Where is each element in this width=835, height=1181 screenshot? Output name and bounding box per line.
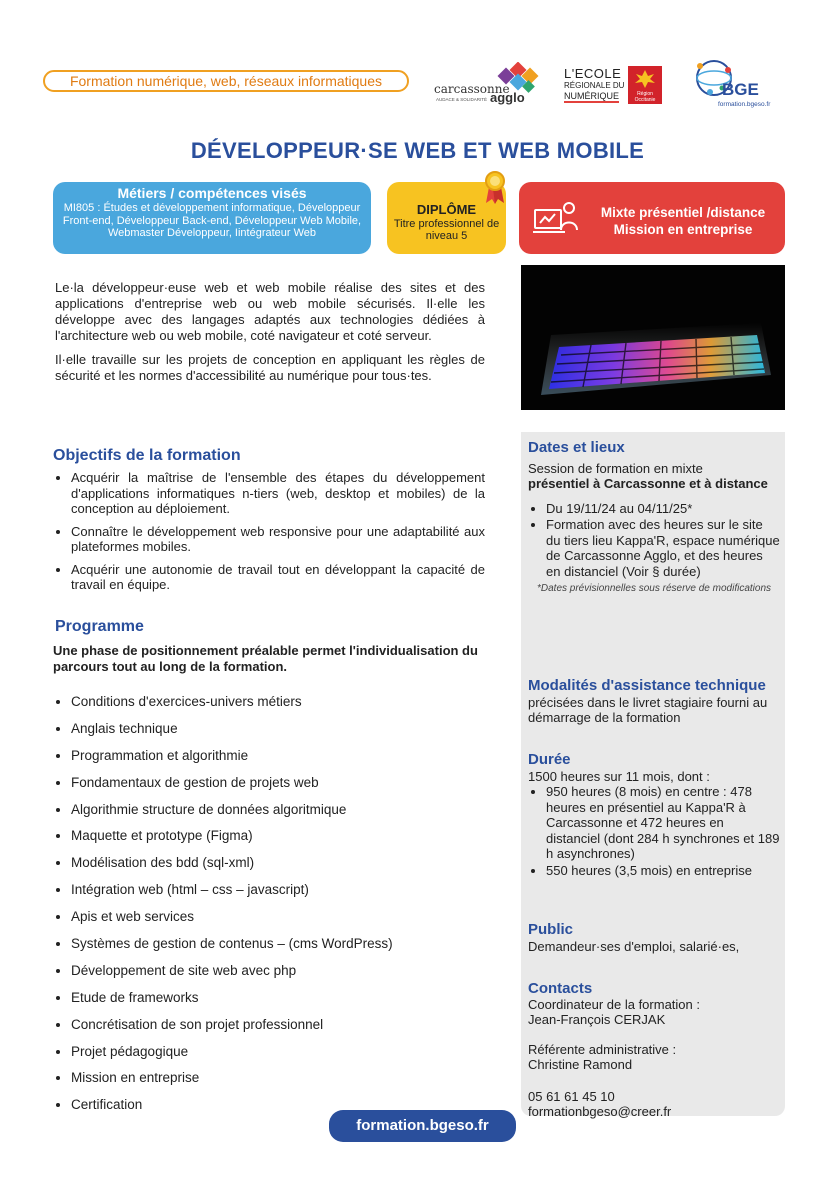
- list-item: • Concrétisation de son projet professionnel: [71, 1016, 483, 1043]
- diplome-heading: DIPLÔME: [416, 202, 477, 217]
- mode-line2: Mission en entreprise: [613, 222, 753, 237]
- list-item: • Systèmes de gestion de contenus – (cms WordPress): [71, 935, 483, 962]
- programme-intro: Une phase de positionnement préalable permet l'individualisation du parcours tout au long de la formation.: [53, 643, 478, 674]
- duree-text: 1500 heures sur 11 mois, dont :: [528, 768, 710, 784]
- dates-heading: Dates et lieux: [528, 439, 625, 456]
- diplome-text: Titre professionnel de niveau 5: [393, 218, 500, 242]
- programme-list: [53, 693, 483, 1123]
- admin-name: Christine Ramond: [528, 1057, 633, 1072]
- mode-box: [519, 182, 785, 254]
- coordinator-name: Jean-François CERJAK: [528, 1012, 666, 1027]
- carcassonne-name: carcassonne: [434, 82, 510, 96]
- metiers-text: MI805 : Études et développement informatique, Développeur Front-end, Développeur Back-end, Développeur Web Mobile, Webmaster Développeur, Iintégrateur Web: [62, 202, 362, 239]
- dates-block: [528, 440, 780, 595]
- footer-url-link[interactable]: formation.bgeso.fr: [329, 1110, 516, 1142]
- category-tag: Formation numérique, web, réseaux informatiques: [43, 70, 409, 92]
- programme-heading: Programme: [55, 618, 144, 635]
- contacts-heading: Contacts: [528, 980, 593, 997]
- list-item: • Apis et web services: [71, 908, 483, 935]
- bge-url: formation.bgeso.fr: [718, 101, 771, 108]
- dates-text-plain: Session de formation en mixte: [528, 460, 703, 476]
- email-address[interactable]: formationbgeso@creer.fr: [528, 1104, 672, 1119]
- list-item: • Maquette et prototype (Figma): [71, 827, 483, 854]
- list-item: • Formation avec des heures sur le site du tiers lieu Kappa'R, espace numérique de Carcassonne Agglo, et des heures en distanciel (Voir § durée): [546, 517, 780, 579]
- intro-text: [55, 280, 485, 392]
- carcassonne-tagline: AUDACE & SOLIDARITÉ: [436, 97, 488, 102]
- assistance-text: précisées dans le livret stagiaire fourni au démarrage de la formation: [528, 694, 768, 725]
- ecole-line3: NUMÉRIQUE: [564, 91, 620, 101]
- public-heading: Public: [528, 921, 574, 938]
- assistance-block: [528, 678, 780, 726]
- public-text: Demandeur·ses d'emploi, salarié·es,: [528, 938, 740, 954]
- intro-paragraph-2: Il·elle travaille sur les projets de conception en appliquant les règles de sécurité et les normes d'accessibilité au numérique pour tous·tes.: [55, 352, 485, 383]
- ecole-numerique-logo: [564, 66, 664, 108]
- dates-text-bold: présentiel à Carcassonne et à distance: [528, 476, 768, 491]
- list-item: • Mission en entreprise: [71, 1069, 483, 1096]
- list-item: • Acquérir la maîtrise de l'ensemble des étapes du développement d'applications informatiques n-tiers (web, desktop et mobiles) de la conception au déploiement.: [71, 470, 485, 517]
- list-item: • Développement de site web avec php: [71, 962, 483, 989]
- medal-icon: [484, 171, 506, 205]
- phone-number[interactable]: 05 61 61 45 10: [528, 1088, 615, 1104]
- duree-block: [528, 752, 780, 879]
- occitanie-flag-icon: [628, 66, 662, 104]
- bge-name: BGE: [722, 80, 759, 99]
- list-item: • Projet pédagogique: [71, 1043, 483, 1070]
- ecole-line2: RÉGIONALE DU: [564, 81, 625, 90]
- list-item: • Anglais technique: [71, 720, 483, 747]
- list-item: • Du 19/11/24 au 04/11/25*: [546, 501, 780, 517]
- ecole-line1: L'ECOLE: [564, 66, 622, 81]
- list-item: • Acquérir une autonomie de travail tout en développant la capacité de travail en équipe.: [71, 562, 485, 593]
- list-item: • Certification: [71, 1096, 483, 1123]
- metiers-heading: Métiers / compétences visés: [117, 185, 307, 201]
- list-item: • 550 heures (3,5 mois) en entreprise: [546, 863, 780, 879]
- coordinator-label: Coordinateur de la formation :: [528, 996, 700, 1012]
- list-item: • Programmation et algorithmie: [71, 747, 483, 774]
- list-item: • Etude de frameworks: [71, 989, 483, 1016]
- objectifs-heading: Objectifs de la formation: [53, 447, 241, 464]
- list-item: • 950 heures (8 mois) en centre : 478 heures en présentiel au Kappa'R à Carcassonne et 472 heures en distanciel (dont 284 h synchrones et 189 h asynchrones): [546, 784, 780, 862]
- intro-paragraph-1: Le·la développeur·euse web et web mobile réalise des sites et des applications d'entreprise web ou web mobile sécurisés. Il·elle les développe avec des langages adaptés aux technologies dédiées à l'architecture web ou web mobile, coté navigateur et coté serveur.: [55, 280, 485, 343]
- agglo-name: agglo: [490, 90, 525, 105]
- laptop-photo: [521, 265, 785, 410]
- region-label: Région Occitanie: [634, 91, 656, 103]
- list-item: • Modélisation des bdd (sql-xml): [71, 854, 483, 881]
- bge-logo: [688, 56, 778, 112]
- objectifs-list: [53, 470, 485, 600]
- list-item: • Fondamentaux de gestion de projets web: [71, 774, 483, 801]
- carcassonne-agglo-logo: [434, 62, 546, 108]
- info-panel: [521, 432, 785, 1119]
- mode-line1: Mixte présentiel /distance: [600, 205, 766, 220]
- admin-label: Référente administrative :: [528, 1041, 677, 1057]
- remote-work-icon: [533, 200, 579, 238]
- dates-text: [528, 461, 780, 492]
- assistance-heading: Modalités d'assistance technique: [528, 677, 766, 694]
- duree-heading: Durée: [528, 751, 571, 768]
- metiers-box: [53, 182, 371, 254]
- list-item: • Conditions d'exercices-univers métiers: [71, 693, 483, 720]
- contacts-block: [528, 981, 780, 1120]
- public-block: [528, 922, 780, 954]
- list-item: • Algorithmie structure de données algoritmique: [71, 801, 483, 828]
- dates-note: *Dates prévisionnelles sous réserve de modifications: [537, 583, 772, 594]
- list-item: • Connaître le développement web responsive pour une adaptabilité aux plateformes mobiles.: [71, 524, 485, 555]
- page-title: DÉVELOPPEUR·SE WEB ET WEB MOBILE: [190, 138, 645, 163]
- list-item: • Intégration web (html – css – javascript): [71, 881, 483, 908]
- mode-text: [585, 204, 781, 238]
